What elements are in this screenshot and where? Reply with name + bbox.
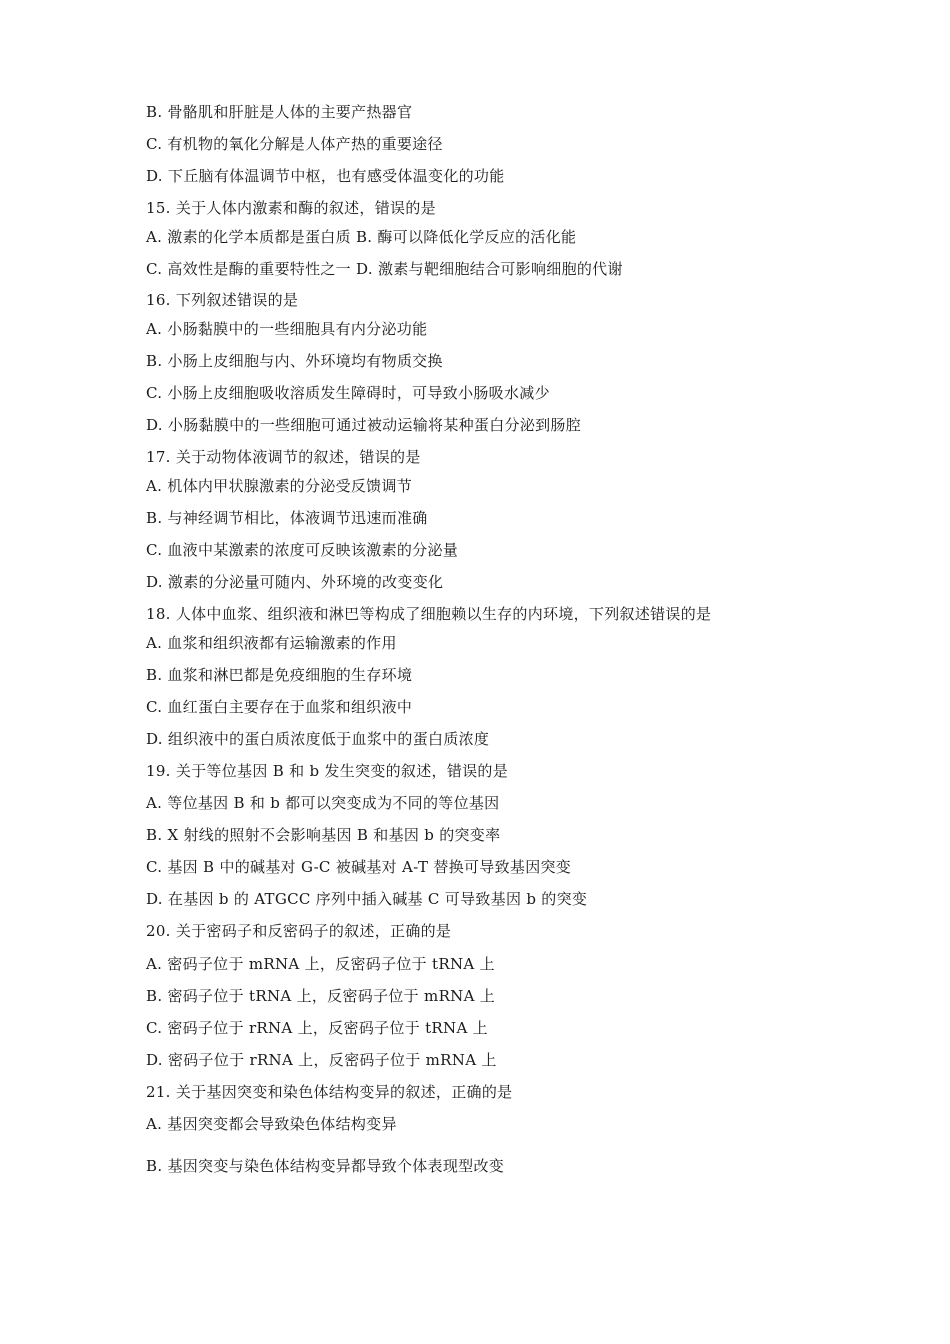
option-17d: D. 激素的分泌量可随内、外环境的改变变化 [146, 573, 444, 591]
option-16b: B. 小肠上皮细胞与内、外环境均有物质交换 [146, 352, 443, 370]
question-18: 18. 人体中血浆、组织液和淋巴等构成了细胞赖以生存的内环境，下列叙述错误的是 [146, 605, 712, 623]
option-21b: B. 基因突变与染色体结构变异都导致个体表现型改变 [146, 1157, 505, 1175]
question-21: 21. 关于基因突变和染色体结构变异的叙述，正确的是 [146, 1083, 513, 1101]
option-18a: A. 血浆和组织液都有运输激素的作用 [146, 634, 397, 652]
option-19a: A. 等位基因 B 和 b 都可以突变成为不同的等位基因 [146, 794, 500, 812]
question-20: 20. 关于密码子和反密码子的叙述，正确的是 [146, 922, 452, 940]
option-20a: A. 密码子位于 mRNA 上，反密码子位于 tRNA 上 [146, 955, 495, 973]
option-17c: C. 血液中某激素的浓度可反映该激素的分泌量 [146, 541, 459, 559]
option-19b: B. X 射线的照射不会影响基因 B 和基因 b 的突变率 [146, 826, 501, 844]
option-15cd: C. 高效性是酶的重要特性之一 D. 激素与靶细胞结合可影响细胞的代谢 [146, 260, 623, 278]
option-17a: A. 机体内甲状腺激素的分泌受反馈调节 [146, 477, 413, 495]
option-17b: B. 与神经调节相比，体液调节迅速而准确 [146, 509, 428, 527]
option-20c: C. 密码子位于 rRNA 上，反密码子位于 tRNA 上 [146, 1019, 488, 1037]
option-16c: C. 小肠上皮细胞吸收溶质发生障碍时，可导致小肠吸水减少 [146, 384, 550, 402]
question-15: 15. 关于人体内激素和酶的叙述，错误的是 [146, 199, 436, 217]
option-20b: B. 密码子位于 tRNA 上，反密码子位于 mRNA 上 [146, 987, 496, 1005]
option-19d: D. 在基因 b 的 ATGCC 序列中插入碱基 C 可导致基因 b 的突变 [146, 890, 588, 908]
option-16a: A. 小肠黏膜中的一些细胞具有内分泌功能 [146, 320, 428, 338]
option-18b: B. 血浆和淋巴都是免疫细胞的生存环境 [146, 666, 413, 684]
question-19: 19. 关于等位基因 B 和 b 发生突变的叙述，错误的是 [146, 762, 509, 780]
option-21a: A. 基因突变都会导致染色体结构变异 [146, 1115, 397, 1133]
option-18d: D. 组织液中的蛋白质浓度低于血浆中的蛋白质浓度 [146, 730, 490, 748]
question-17: 17. 关于动物体液调节的叙述，错误的是 [146, 448, 421, 466]
option-15ab: A. 激素的化学本质都是蛋白质 B. 酶可以降低化学反应的活化能 [146, 228, 577, 246]
option-19c: C. 基因 B 中的碱基对 G-C 被碱基对 A-T 替换可导致基因突变 [146, 858, 572, 876]
option-14c: C. 有机物的氧化分解是人体产热的重要途径 [146, 135, 443, 153]
question-16: 16. 下列叙述错误的是 [146, 291, 299, 309]
option-14b: B. 骨骼肌和肝脏是人体的主要产热器官 [146, 103, 413, 121]
option-18c: C. 血红蛋白主要存在于血浆和组织液中 [146, 698, 413, 716]
option-20d: D. 密码子位于 rRNA 上，反密码子位于 mRNA 上 [146, 1051, 497, 1069]
option-16d: D. 小肠黏膜中的一些细胞可通过被动运输将某种蛋白分泌到肠腔 [146, 416, 582, 434]
option-14d: D. 下丘脑有体温调节中枢，也有感受体温变化的功能 [146, 167, 505, 185]
